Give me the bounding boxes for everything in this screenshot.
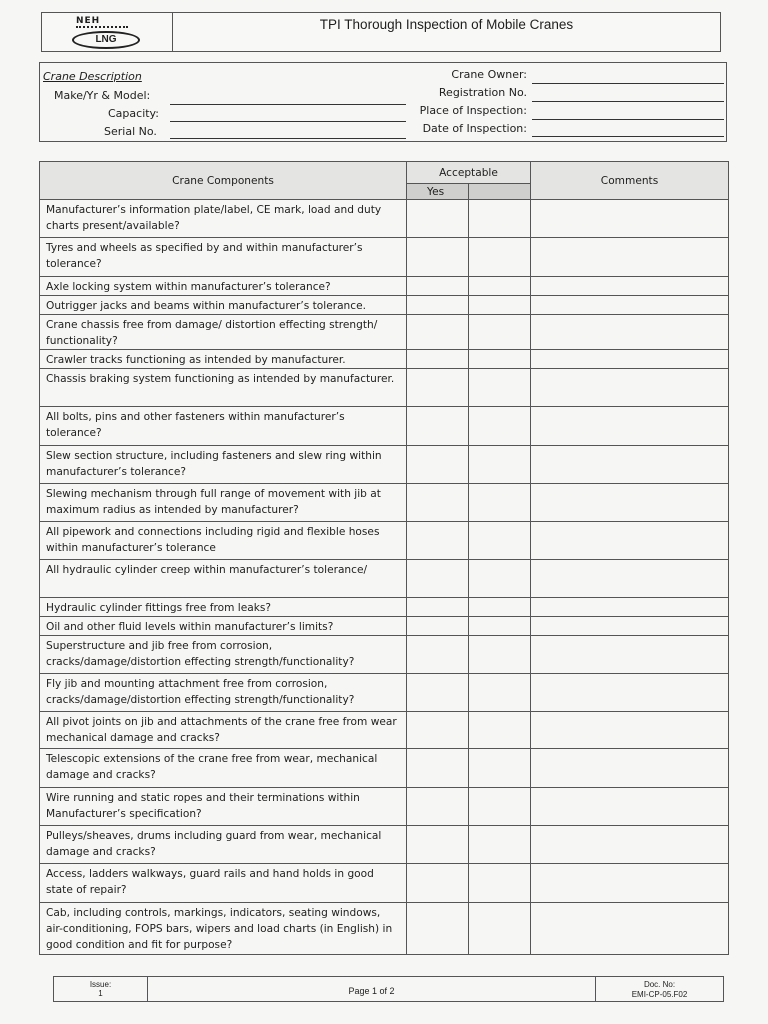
component-text: Crawler tracks functioning as intended by manufacturer. (40, 350, 407, 369)
component-text: Access, ladders walkways, guard rails and hand holds in good state of repair? (40, 864, 407, 903)
no-cell[interactable] (469, 200, 531, 238)
comment-cell[interactable] (531, 674, 729, 712)
table-row (40, 636, 729, 674)
comment-cell[interactable] (531, 446, 729, 484)
table-row (40, 200, 729, 238)
comment-cell[interactable] (531, 560, 729, 598)
place-label: Place of Inspection: (419, 104, 527, 117)
yes-cell[interactable] (407, 598, 469, 617)
registration-field[interactable] (532, 101, 724, 102)
serial-label: Serial No. (104, 125, 157, 138)
component-text: Slew section structure, including fasteners and slew ring within manufacturer’s tolerance? (40, 446, 407, 484)
component-text: Oil and other fluid levels within manufacturer’s limits? (40, 617, 407, 636)
yes-cell[interactable] (407, 826, 469, 864)
page-number: Page 1 of 2 (148, 977, 596, 1001)
no-cell[interactable] (469, 522, 531, 560)
table-row (40, 826, 729, 864)
make-model-label: Make/Yr & Model: (54, 89, 151, 102)
table-row (40, 864, 729, 903)
document-header (41, 12, 721, 52)
yes-cell[interactable] (407, 712, 469, 749)
yes-cell[interactable] (407, 788, 469, 826)
registration-label: Registration No. (438, 86, 527, 99)
table-row (40, 315, 729, 350)
component-text: Manufacturer’s information plate/label, CE mark, load and duty charts present/available? (40, 200, 407, 238)
component-text: Crane chassis free from damage/ distortion effecting strength/ functionality? (40, 315, 407, 350)
col-header-comments: Comments (531, 162, 729, 200)
yes-cell[interactable] (407, 522, 469, 560)
comment-cell[interactable] (531, 864, 729, 903)
comment-cell[interactable] (531, 598, 729, 617)
no-cell[interactable] (469, 617, 531, 636)
no-cell[interactable] (469, 446, 531, 484)
table-row (40, 522, 729, 560)
no-cell[interactable] (469, 277, 531, 296)
serial-field[interactable] (170, 138, 406, 139)
yes-cell[interactable] (407, 238, 469, 277)
doc-number-cell (596, 977, 723, 1001)
place-field[interactable] (532, 119, 724, 120)
table-row (40, 446, 729, 484)
no-cell[interactable] (469, 674, 531, 712)
component-text: Slewing mechanism through full range of movement with jib at maximum radius as intended by manufacturer? (40, 484, 407, 522)
yes-cell[interactable] (407, 903, 469, 955)
table-row (40, 369, 729, 407)
owner-field[interactable] (532, 83, 724, 84)
yes-cell[interactable] (407, 296, 469, 315)
component-text: All pipework and connections including rigid and flexible hoses within manufacturer’s tolerance (40, 522, 407, 560)
table-row (40, 674, 729, 712)
comment-cell[interactable] (531, 749, 729, 788)
company-logo (42, 13, 173, 51)
no-cell[interactable] (469, 749, 531, 788)
no-cell[interactable] (469, 598, 531, 617)
yes-cell[interactable] (407, 369, 469, 407)
table-row (40, 407, 729, 446)
component-text: Outrigger jacks and beams within manufacturer’s tolerance. (40, 296, 407, 315)
comment-cell[interactable] (531, 350, 729, 369)
component-text: Superstructure and jib free from corrosion, cracks/damage/distortion effecting strength/functionality? (40, 636, 407, 674)
component-text: Tyres and wheels as specified by and within manufacturer’s tolerance? (40, 238, 407, 277)
table-row (40, 296, 729, 315)
yes-cell[interactable] (407, 674, 469, 712)
no-cell[interactable] (469, 903, 531, 955)
comment-cell[interactable] (531, 522, 729, 560)
no-cell[interactable] (469, 238, 531, 277)
capacity-label: Capacity: (108, 107, 159, 120)
make-model-field[interactable] (170, 104, 406, 105)
component-text: Wire running and static ropes and their terminations within Manufacturer’s specification? (40, 788, 407, 826)
component-text: Fly jib and mounting attachment free from corrosion, cracks/damage/distortion effecting strength/functionality? (40, 674, 407, 712)
issue-cell (54, 977, 148, 1001)
yes-cell[interactable] (407, 636, 469, 674)
owner-label: Crane Owner: (451, 68, 527, 81)
yes-cell[interactable] (407, 407, 469, 446)
comment-cell[interactable] (531, 826, 729, 864)
comment-cell[interactable] (531, 296, 729, 315)
comment-cell[interactable] (531, 788, 729, 826)
doc-label: Doc. No: (643, 980, 676, 989)
logo-top-text: NEH (76, 16, 101, 26)
no-cell[interactable] (469, 407, 531, 446)
comment-cell[interactable] (531, 315, 729, 350)
doc-value: EMI-CP-05.F02 (631, 990, 688, 999)
issue-label: Issue: (89, 980, 112, 989)
yes-cell[interactable] (407, 484, 469, 522)
component-text: All bolts, pins and other fasteners within manufacturer’s tolerance? (40, 407, 407, 446)
component-text: Telescopic extensions of the crane free from wear, mechanical damage and cracks? (40, 749, 407, 788)
issue-value: 1 (98, 989, 103, 998)
table-row (40, 277, 729, 296)
comment-cell[interactable] (531, 636, 729, 674)
component-text: Pulleys/sheaves, drums including guard from wear, mechanical damage and cracks? (40, 826, 407, 864)
table-row (40, 903, 729, 955)
no-cell[interactable] (469, 636, 531, 674)
comment-cell[interactable] (531, 277, 729, 296)
no-cell[interactable] (469, 296, 531, 315)
table-row (40, 749, 729, 788)
comment-cell[interactable] (531, 238, 729, 277)
table-row (40, 560, 729, 598)
col-header-components: Crane Components (40, 162, 407, 200)
component-text: Hydraulic cylinder fittings free from leaks? (40, 598, 407, 617)
comment-cell[interactable] (531, 407, 729, 446)
yes-cell[interactable] (407, 277, 469, 296)
crane-description-title: Crane Description (43, 70, 142, 83)
capacity-field[interactable] (170, 121, 406, 122)
no-cell[interactable] (469, 712, 531, 749)
logo-oval: LNG (72, 31, 140, 49)
component-text: All hydraulic cylinder creep within manufacturer’s tolerance/ (40, 560, 407, 598)
comment-cell[interactable] (531, 200, 729, 238)
document-footer (53, 976, 724, 1002)
table-row (40, 788, 729, 826)
no-cell[interactable] (469, 826, 531, 864)
inspection-table (39, 161, 729, 955)
table-row (40, 350, 729, 369)
yes-cell[interactable] (407, 560, 469, 598)
crane-description-box (39, 62, 727, 142)
table-row (40, 598, 729, 617)
yes-cell[interactable] (407, 315, 469, 350)
yes-cell[interactable] (407, 350, 469, 369)
yes-cell[interactable] (407, 617, 469, 636)
yes-cell[interactable] (407, 200, 469, 238)
yes-cell[interactable] (407, 446, 469, 484)
date-label: Date of Inspection: (422, 122, 527, 135)
table-row (40, 238, 729, 277)
no-cell[interactable] (469, 864, 531, 903)
col-header-yes: Yes (407, 184, 469, 200)
date-field[interactable] (532, 136, 724, 137)
component-text: All pivot joints on jib and attachments of the crane free from wear mechanical damage and cracks? (40, 712, 407, 749)
table-row (40, 617, 729, 636)
comment-cell[interactable] (531, 712, 729, 749)
no-cell[interactable] (469, 369, 531, 407)
col-header-acceptable: Acceptable (407, 162, 531, 184)
comment-cell[interactable] (531, 484, 729, 522)
component-text: Cab, including controls, markings, indicators, seating windows, air-conditioning, FOPS bars, wipers and load charts (in English) in good condition and fit for purpose? (40, 903, 407, 955)
no-cell[interactable] (469, 788, 531, 826)
document-title: TPI Thorough Inspection of Mobile Cranes (319, 17, 574, 32)
table-row (40, 484, 729, 522)
logo-dots (76, 26, 128, 29)
col-header-no (469, 184, 531, 200)
comment-cell[interactable] (531, 369, 729, 407)
component-text: Chassis braking system functioning as intended by manufacturer. (40, 369, 407, 407)
no-cell[interactable] (469, 484, 531, 522)
comment-cell[interactable] (531, 617, 729, 636)
no-cell[interactable] (469, 350, 531, 369)
yes-cell[interactable] (407, 864, 469, 903)
component-text: Axle locking system within manufacturer’s tolerance? (40, 277, 407, 296)
table-row (40, 712, 729, 749)
no-cell[interactable] (469, 315, 531, 350)
yes-cell[interactable] (407, 749, 469, 788)
no-cell[interactable] (469, 560, 531, 598)
table-body (40, 200, 729, 955)
comment-cell[interactable] (531, 903, 729, 955)
